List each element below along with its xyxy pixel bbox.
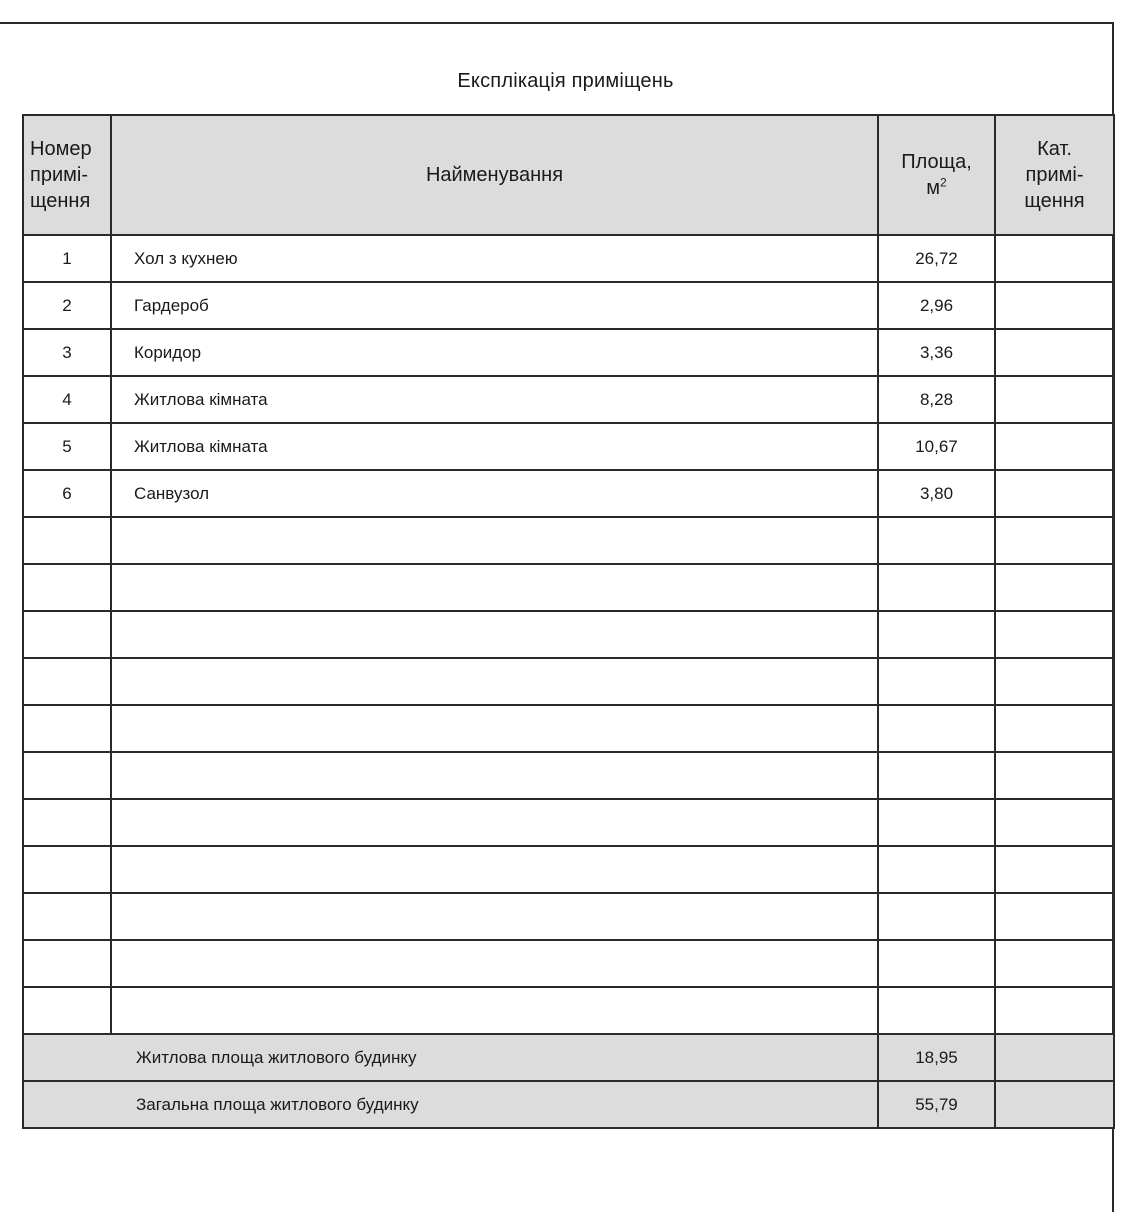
empty-cell [111, 517, 878, 564]
room-category [995, 282, 1114, 329]
empty-cell [111, 987, 878, 1034]
empty-row [23, 799, 1114, 846]
empty-cell [995, 987, 1114, 1034]
empty-cell [995, 611, 1114, 658]
empty-cell [995, 940, 1114, 987]
room-area: 2,96 [878, 282, 995, 329]
empty-cell [878, 799, 995, 846]
room-number: 5 [23, 423, 111, 470]
empty-cell [995, 752, 1114, 799]
empty-cell [878, 893, 995, 940]
empty-cell [23, 846, 111, 893]
room-name: Коридор [111, 329, 878, 376]
room-name: Житлова кімната [111, 376, 878, 423]
header-area-label: Площа, [901, 151, 972, 173]
empty-row [23, 940, 1114, 987]
room-number: 3 [23, 329, 111, 376]
table-row [23, 235, 1114, 282]
header-category-line: примі- [1025, 164, 1084, 186]
table-row [23, 282, 1114, 329]
empty-row [23, 658, 1114, 705]
empty-cell [878, 705, 995, 752]
empty-cell [23, 799, 111, 846]
room-category [995, 423, 1114, 470]
room-number: 6 [23, 470, 111, 517]
header-area-unit: м [926, 177, 941, 199]
room-category [995, 329, 1114, 376]
empty-cell [111, 658, 878, 705]
empty-cell [23, 893, 111, 940]
living-area-value: 18,95 [878, 1034, 995, 1081]
room-name: Санвузол [111, 470, 878, 517]
living-area-category [995, 1034, 1114, 1081]
table-row [23, 423, 1114, 470]
empty-cell [23, 564, 111, 611]
empty-cell [995, 893, 1114, 940]
empty-cell [111, 611, 878, 658]
room-area: 8,28 [878, 376, 995, 423]
room-name: Гардероб [111, 282, 878, 329]
room-name: Хол з кухнею [111, 235, 878, 282]
empty-cell [878, 564, 995, 611]
room-number: 4 [23, 376, 111, 423]
room-area: 3,36 [878, 329, 995, 376]
empty-row [23, 846, 1114, 893]
empty-cell [111, 752, 878, 799]
empty-cell [111, 846, 878, 893]
empty-cell [878, 846, 995, 893]
empty-cell [878, 987, 995, 1034]
header-room-number [23, 115, 111, 235]
header-room-number-line: щення [30, 190, 91, 212]
empty-cell [995, 799, 1114, 846]
empty-row [23, 752, 1114, 799]
header-area-unit-sup: 2 [940, 175, 947, 190]
header-category-line: Кат. [1037, 138, 1072, 160]
empty-cell [878, 517, 995, 564]
header-category-line: щення [1024, 190, 1085, 212]
empty-row [23, 517, 1114, 564]
empty-cell [23, 517, 111, 564]
empty-cell [995, 846, 1114, 893]
empty-cell [23, 752, 111, 799]
total-area-row [23, 1081, 1114, 1128]
room-category [995, 376, 1114, 423]
empty-cell [995, 705, 1114, 752]
empty-cell [878, 658, 995, 705]
empty-row [23, 987, 1114, 1034]
empty-cell [111, 705, 878, 752]
empty-cell [23, 611, 111, 658]
header-room-number-line: Номер [30, 138, 92, 160]
empty-cell [23, 705, 111, 752]
empty-row [23, 564, 1114, 611]
document-title: Експлікація приміщень [457, 70, 674, 92]
living-area-total-row [23, 1034, 1114, 1081]
empty-row [23, 611, 1114, 658]
table-row [23, 376, 1114, 423]
room-area: 26,72 [878, 235, 995, 282]
header-room-number-line: примі- [30, 164, 88, 186]
room-category [995, 235, 1114, 282]
room-number: 2 [23, 282, 111, 329]
empty-cell [23, 987, 111, 1034]
empty-cell [23, 658, 111, 705]
table-row [23, 329, 1114, 376]
empty-row [23, 893, 1114, 940]
empty-row [23, 705, 1114, 752]
total-area-category [995, 1081, 1114, 1128]
room-area: 3,80 [878, 470, 995, 517]
room-area: 10,67 [878, 423, 995, 470]
empty-cell [111, 893, 878, 940]
explication-table [22, 114, 1115, 1129]
empty-cell [111, 564, 878, 611]
empty-cell [995, 658, 1114, 705]
header-room-area [878, 115, 995, 235]
table-row [23, 470, 1114, 517]
room-name: Житлова кімната [111, 423, 878, 470]
table-header-row [23, 115, 1114, 235]
header-room-category [995, 115, 1114, 235]
empty-cell [878, 940, 995, 987]
living-area-label: Житлова площа житлового будинку [23, 1034, 878, 1081]
empty-cell [878, 752, 995, 799]
empty-cell [995, 564, 1114, 611]
room-number: 1 [23, 235, 111, 282]
total-area-value: 55,79 [878, 1081, 995, 1128]
empty-cell [111, 799, 878, 846]
empty-cell [23, 940, 111, 987]
empty-cell [995, 517, 1114, 564]
empty-cell [878, 611, 995, 658]
total-area-label: Загальна площа житлового будинку [23, 1081, 878, 1128]
room-category [995, 470, 1114, 517]
empty-cell [111, 940, 878, 987]
header-room-name: Найменування [111, 115, 878, 235]
